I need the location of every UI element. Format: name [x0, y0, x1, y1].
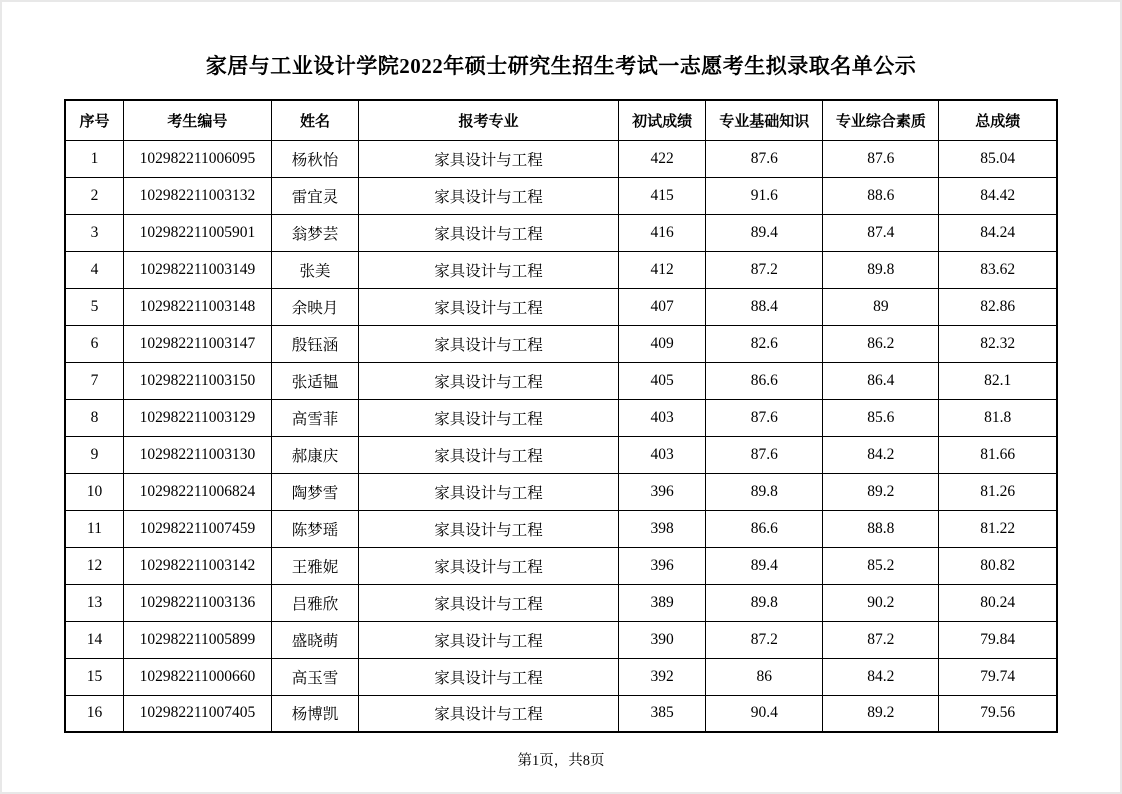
table-cell: 8: [65, 399, 124, 436]
table-cell: 389: [619, 584, 706, 621]
table-cell: 89.4: [706, 214, 823, 251]
table-cell: 412: [619, 251, 706, 288]
table-cell: 403: [619, 436, 706, 473]
table-cell: 87.4: [823, 214, 939, 251]
table-cell: 88.4: [706, 288, 823, 325]
table-cell: 85.04: [939, 140, 1057, 177]
column-header: 考生编号: [124, 100, 272, 140]
table-row: [65, 621, 1057, 658]
admission-roster-table: [64, 99, 1058, 733]
page-number-indicator: 第1页，共8页: [517, 753, 605, 769]
table-cell: 409: [619, 325, 706, 362]
table-cell: 79.74: [939, 658, 1057, 695]
table-cell: 102982211005901: [124, 214, 272, 251]
table-cell: 82.6: [706, 325, 823, 362]
table-cell: 9: [65, 436, 124, 473]
table-cell: 102982211003129: [124, 399, 272, 436]
table-cell: 翁梦芸: [271, 214, 358, 251]
table-cell: 张适韫: [271, 362, 358, 399]
table-cell: 家具设计与工程: [359, 288, 619, 325]
table-cell: 102982211003147: [124, 325, 272, 362]
column-header: 序号: [65, 100, 124, 140]
table-cell: 102982211003148: [124, 288, 272, 325]
table-cell: 16: [65, 695, 124, 732]
table-header-row: [65, 100, 1057, 140]
table-cell: 85.6: [823, 399, 939, 436]
table-cell: 87.2: [706, 621, 823, 658]
table-cell: 396: [619, 473, 706, 510]
table-row: [65, 695, 1057, 732]
column-header: 专业综合素质: [823, 100, 939, 140]
table-cell: 80.24: [939, 584, 1057, 621]
table-cell: 14: [65, 621, 124, 658]
table-cell: 1: [65, 140, 124, 177]
table-cell: 89.2: [823, 473, 939, 510]
table-cell: 87.6: [706, 399, 823, 436]
table-cell: 家具设计与工程: [359, 584, 619, 621]
table-cell: 403: [619, 399, 706, 436]
table-cell: 高玉雪: [271, 658, 358, 695]
table-cell: 102982211000660: [124, 658, 272, 695]
table-cell: 102982211003149: [124, 251, 272, 288]
table-cell: 殷钰涵: [271, 325, 358, 362]
table-cell: 87.6: [706, 436, 823, 473]
table-cell: 杨博凯: [271, 695, 358, 732]
table-cell: 102982211007459: [124, 510, 272, 547]
column-header: 专业基础知识: [706, 100, 823, 140]
table-cell: 102982211005899: [124, 621, 272, 658]
table-cell: 102982211007405: [124, 695, 272, 732]
table-cell: 80.82: [939, 547, 1057, 584]
table-cell: 86: [706, 658, 823, 695]
table-row: [65, 584, 1057, 621]
table-cell: 郝康庆: [271, 436, 358, 473]
table-row: [65, 473, 1057, 510]
table-row: [65, 251, 1057, 288]
table-cell: 81.66: [939, 436, 1057, 473]
table-cell: 家具设计与工程: [359, 214, 619, 251]
table-cell: 家具设计与工程: [359, 177, 619, 214]
table-cell: 84.2: [823, 436, 939, 473]
table-row: [65, 140, 1057, 177]
table-cell: 82.1: [939, 362, 1057, 399]
column-header: 总成绩: [939, 100, 1057, 140]
column-header: 报考专业: [359, 100, 619, 140]
table-cell: 102982211003142: [124, 547, 272, 584]
table-cell: 390: [619, 621, 706, 658]
table-cell: 陈梦瑶: [271, 510, 358, 547]
table-cell: 85.2: [823, 547, 939, 584]
table-cell: 89.8: [823, 251, 939, 288]
table-row: [65, 399, 1057, 436]
table-row: [65, 510, 1057, 547]
table-cell: 88.8: [823, 510, 939, 547]
table-cell: 84.24: [939, 214, 1057, 251]
table-body: [65, 140, 1057, 732]
table-row: [65, 362, 1057, 399]
table-cell: 高雪菲: [271, 399, 358, 436]
table-cell: 家具设计与工程: [359, 362, 619, 399]
table-cell: 415: [619, 177, 706, 214]
table-cell: 王雅妮: [271, 547, 358, 584]
table-cell: 88.6: [823, 177, 939, 214]
table-cell: 102982211006824: [124, 473, 272, 510]
table-row: [65, 436, 1057, 473]
table-cell: 6: [65, 325, 124, 362]
table-cell: 家具设计与工程: [359, 325, 619, 362]
table-cell: 89: [823, 288, 939, 325]
table-cell: 89.8: [706, 473, 823, 510]
table-cell: 102982211003150: [124, 362, 272, 399]
table-cell: 385: [619, 695, 706, 732]
table-cell: 87.2: [706, 251, 823, 288]
table-cell: 392: [619, 658, 706, 695]
table-cell: 79.56: [939, 695, 1057, 732]
table-cell: 3: [65, 214, 124, 251]
table-cell: 422: [619, 140, 706, 177]
table-cell: 家具设计与工程: [359, 251, 619, 288]
table-cell: 102982211003132: [124, 177, 272, 214]
table-cell: 5: [65, 288, 124, 325]
table-cell: 余映月: [271, 288, 358, 325]
table-cell: 87.6: [823, 140, 939, 177]
table-cell: 89.4: [706, 547, 823, 584]
table-cell: 86.4: [823, 362, 939, 399]
table-cell: 张美: [271, 251, 358, 288]
column-header: 初试成绩: [619, 100, 706, 140]
table-cell: 87.2: [823, 621, 939, 658]
table-cell: 90.4: [706, 695, 823, 732]
table-cell: 7: [65, 362, 124, 399]
table-cell: 雷宜灵: [271, 177, 358, 214]
table-cell: 家具设计与工程: [359, 547, 619, 584]
table-cell: 4: [65, 251, 124, 288]
table-row: [65, 177, 1057, 214]
table-cell: 陶梦雪: [271, 473, 358, 510]
table-cell: 102982211003136: [124, 584, 272, 621]
table-cell: 405: [619, 362, 706, 399]
table-cell: 家具设计与工程: [359, 621, 619, 658]
table-cell: 81.22: [939, 510, 1057, 547]
table-row: [65, 547, 1057, 584]
table-cell: 家具设计与工程: [359, 658, 619, 695]
table-cell: 84.42: [939, 177, 1057, 214]
table-cell: 91.6: [706, 177, 823, 214]
table-cell: 89.8: [706, 584, 823, 621]
table-cell: 84.2: [823, 658, 939, 695]
table-cell: 10: [65, 473, 124, 510]
table-cell: 杨秋怡: [271, 140, 358, 177]
table-cell: 79.84: [939, 621, 1057, 658]
table-cell: 81.8: [939, 399, 1057, 436]
table-cell: 398: [619, 510, 706, 547]
table-cell: 416: [619, 214, 706, 251]
table-cell: 83.62: [939, 251, 1057, 288]
page-title: 家居与工业设计学院2022年硕士研究生招生考试一志愿考生拟录取名单公示: [205, 54, 917, 78]
table-cell: 86.6: [706, 510, 823, 547]
table-cell: 81.26: [939, 473, 1057, 510]
table-cell: 盛晓萌: [271, 621, 358, 658]
table-cell: 吕雅欣: [271, 584, 358, 621]
table-cell: 家具设计与工程: [359, 140, 619, 177]
table-cell: 89.2: [823, 695, 939, 732]
table-cell: 396: [619, 547, 706, 584]
table-cell: 90.2: [823, 584, 939, 621]
table-cell: 102982211003130: [124, 436, 272, 473]
table-cell: 102982211006095: [124, 140, 272, 177]
table-cell: 87.6: [706, 140, 823, 177]
table-cell: 家具设计与工程: [359, 473, 619, 510]
table-cell: 86.2: [823, 325, 939, 362]
table-cell: 82.32: [939, 325, 1057, 362]
table-cell: 15: [65, 658, 124, 695]
table-cell: 86.6: [706, 362, 823, 399]
table-cell: 82.86: [939, 288, 1057, 325]
table-cell: 家具设计与工程: [359, 510, 619, 547]
table-cell: 家具设计与工程: [359, 436, 619, 473]
table-row: [65, 658, 1057, 695]
table-cell: 13: [65, 584, 124, 621]
table-cell: 12: [65, 547, 124, 584]
table-row: [65, 325, 1057, 362]
column-header: 姓名: [271, 100, 358, 140]
table-row: [65, 214, 1057, 251]
table-cell: 2: [65, 177, 124, 214]
table-cell: 11: [65, 510, 124, 547]
table-row: [65, 288, 1057, 325]
table-cell: 家具设计与工程: [359, 399, 619, 436]
table-cell: 407: [619, 288, 706, 325]
table-cell: 家具设计与工程: [359, 695, 619, 732]
